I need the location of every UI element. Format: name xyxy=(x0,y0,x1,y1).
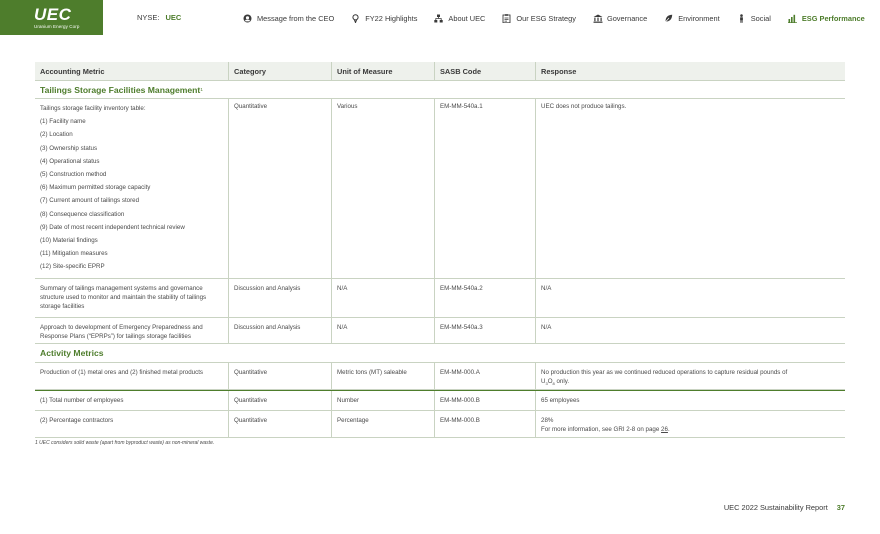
leaf-icon xyxy=(664,14,673,23)
response-period: . xyxy=(667,425,670,433)
unit-cell: Percentage xyxy=(331,411,434,437)
sasb-code-cell: EM-MM-540a.3 xyxy=(434,318,535,343)
nav-esg-strategy[interactable] xyxy=(502,14,576,23)
response-cell: UEC does not produce tailings. xyxy=(535,99,845,278)
page-footer xyxy=(724,503,845,512)
list-item: (6) Maximum permitted storage capacity xyxy=(40,184,151,192)
nav-fy22-highlights[interactable] xyxy=(351,14,417,23)
unit-cell: N/A xyxy=(331,279,434,317)
sasb-metrics-table xyxy=(35,62,845,438)
sasb-code-cell: EM-MM-540a.1 xyxy=(434,99,535,278)
pin-icon xyxy=(351,14,360,23)
nav-label: About UEC xyxy=(448,13,486,23)
sasb-code-cell: EM-MM-000.B xyxy=(434,411,535,437)
formula-o: O xyxy=(547,377,553,385)
top-navigation xyxy=(243,11,865,25)
formula-u: U xyxy=(541,377,546,385)
nav-label: Environment xyxy=(678,13,720,23)
nav-label: FY22 Highlights xyxy=(365,13,418,23)
footnote: 1 UEC considers solid waste (apart from byproduct waste) as non-mineral waste. xyxy=(35,440,215,446)
list-item: (8) Consequence classification xyxy=(40,210,125,218)
nav-label: Social xyxy=(750,13,771,23)
category-cell: Quantitative xyxy=(228,363,331,389)
unit-cell: Various xyxy=(331,99,434,278)
metric-cell: Production of (1) metal ores and (2) finished metal products xyxy=(40,368,204,376)
table-row xyxy=(35,363,845,390)
header-sasb-code: SASB Code xyxy=(434,62,535,80)
uec-logo[interactable] xyxy=(0,0,103,35)
table-row xyxy=(35,279,845,318)
unit-cell: Number xyxy=(331,391,434,410)
formula-sub-8: 8 xyxy=(552,380,555,386)
page-number: 37 xyxy=(836,503,845,512)
unit-cell: Metric tons (MT) saleable xyxy=(331,363,434,389)
clipboard-icon xyxy=(502,14,511,23)
logo-subtitle: Uranium Energy Corp xyxy=(34,24,80,29)
nav-label: Governance xyxy=(606,13,648,23)
header-unit-of-measure: Unit of Measure xyxy=(331,62,434,80)
metric-cell: Summary of tailings management systems and governance structure used to monitor and maintain the stability of tailings storage facilities xyxy=(40,284,207,310)
response-cell: N/A xyxy=(535,279,845,317)
category-cell: Quantitative xyxy=(228,391,331,410)
nav-label: Our ESG Strategy xyxy=(516,13,576,23)
header-response: Response xyxy=(535,62,845,80)
table-row xyxy=(35,391,845,411)
org-icon xyxy=(434,14,443,23)
list-item: (1) Facility name xyxy=(40,118,86,126)
list-item: (7) Current amount of tailings stored xyxy=(40,197,140,205)
nav-social[interactable] xyxy=(737,14,771,23)
bar-chart-icon xyxy=(788,14,797,23)
section-title: Activity Metrics xyxy=(40,347,104,358)
list-item: (4) Operational status xyxy=(40,157,100,165)
response-cell xyxy=(535,411,845,437)
section-title: Tailings Storage Facilities Management xyxy=(40,84,201,95)
list-item: (2) Location xyxy=(40,131,73,139)
nav-esg-performance[interactable] xyxy=(788,14,865,23)
response-cell: 65 employees xyxy=(535,391,845,410)
nav-message-ceo[interactable] xyxy=(243,14,334,23)
section-title-activity xyxy=(35,344,845,363)
table-row xyxy=(35,318,845,344)
formula-sub-3: 3 xyxy=(545,380,548,386)
stock-ticker xyxy=(137,13,181,22)
logo-wordmark: UEC xyxy=(34,5,72,24)
uranium-formula xyxy=(541,378,569,385)
person-icon xyxy=(737,14,746,23)
table-header xyxy=(35,62,845,80)
response-text: 28% xyxy=(541,416,554,424)
category-cell: Discussion and Analysis xyxy=(228,318,331,343)
metric-cell: (1) Total number of employees xyxy=(40,396,124,404)
nav-environment[interactable] xyxy=(664,14,720,23)
header-accounting-metric: Accounting Metric xyxy=(40,66,105,76)
table-row xyxy=(35,99,845,279)
table-row xyxy=(35,411,845,438)
nav-label: ESG Performance xyxy=(801,13,865,23)
bank-icon xyxy=(593,14,602,23)
nyse-label: NYSE: xyxy=(137,13,160,22)
category-cell: Quantitative xyxy=(228,411,331,437)
response-cell xyxy=(535,363,845,389)
sasb-code-cell: EM-MM-540a.2 xyxy=(434,279,535,317)
section-title-tailings xyxy=(35,80,845,99)
list-item: (11) Mitigation measures xyxy=(40,250,108,258)
response-cell: N/A xyxy=(535,318,845,343)
list-item: (9) Date of most recent independent technical review xyxy=(40,223,185,231)
nav-label: Message from the CEO xyxy=(257,13,335,23)
metric-text: Tailings storage facility inventory table: xyxy=(40,105,146,112)
ceo-icon xyxy=(243,14,252,23)
header-category: Category xyxy=(228,62,331,80)
nav-governance[interactable] xyxy=(593,14,647,23)
report-title: UEC 2022 Sustainability Report xyxy=(723,503,828,512)
ticker-symbol: UEC xyxy=(165,13,182,22)
metric-cell: Approach to development of Emergency Preparedness and Response Plans (“EPRPs”) for tailings storage facilities xyxy=(40,323,203,340)
metric-cell: (2) Percentage contractors xyxy=(40,416,114,424)
list-item: (5) Construction method xyxy=(40,171,107,179)
sasb-code-cell: EM-MM-000.A xyxy=(434,363,535,389)
category-cell: Quantitative xyxy=(228,99,331,278)
metric-cell xyxy=(35,99,228,278)
response-more-info: For more information, see GRI 2-8 on page xyxy=(541,425,660,433)
list-item: (3) Ownership status xyxy=(40,144,98,152)
list-item: (12) Site-specific EPRP xyxy=(40,263,105,271)
response-text: No production this year as we continued reduced operations to capture residual pounds of xyxy=(541,368,788,376)
page-26-link[interactable]: 26 xyxy=(661,425,668,433)
footnote-marker: 1 xyxy=(200,87,203,92)
nav-about-uec[interactable] xyxy=(434,14,485,23)
list-item: (10) Material findings xyxy=(40,237,98,245)
unit-cell: N/A xyxy=(331,318,434,343)
sasb-code-cell: EM-MM-000.B xyxy=(434,391,535,410)
top-bar xyxy=(0,0,880,35)
formula-suffix: only. xyxy=(554,377,570,385)
category-cell: Discussion and Analysis xyxy=(228,279,331,317)
